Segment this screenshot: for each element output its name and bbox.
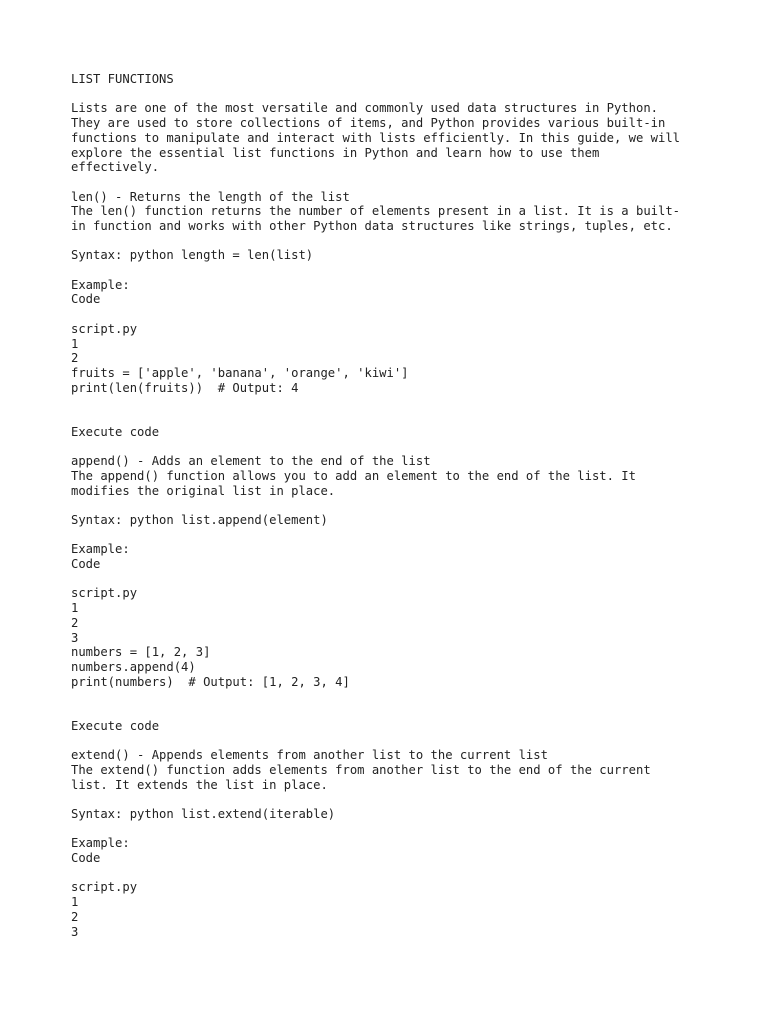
spacer (71, 704, 711, 719)
spacer (71, 528, 711, 543)
spacer (71, 87, 711, 102)
intro-line: Lists are one of the most versatile and commonly used data structures in Python. (71, 101, 658, 116)
section-description-line: modifies the original list in place. (71, 483, 336, 498)
section-heading: append() - Adds an element to the end of the list (71, 454, 431, 469)
spacer (71, 263, 711, 278)
section-append (71, 454, 711, 733)
section-heading: extend() - Appends elements from another list to the current list (71, 748, 548, 763)
code-line: numbers = [1, 2, 3] (71, 645, 211, 660)
spacer (71, 866, 711, 881)
section-len (71, 190, 711, 440)
spacer (71, 572, 711, 587)
section-extend (71, 748, 711, 939)
spacer (71, 175, 711, 190)
intro-line: functions to manipulate and interact with lists efficiently. In this guide, we will (71, 130, 681, 145)
syntax-line: Syntax: python length = len(list) (71, 248, 314, 263)
spacer (71, 307, 711, 322)
intro-paragraph (71, 101, 711, 175)
section-description-line: The append() function allows you to add an element to the end of the list. It (71, 468, 636, 483)
section-description-line: in function and works with other Python data structures like strings, tuples, etc. (71, 219, 673, 233)
code-line-number: 2 (71, 615, 79, 630)
intro-line: explore the essential list functions in Python and learn how to use them (71, 145, 600, 160)
section-description-line: The extend() function adds elements from another list to the end of the current (71, 762, 651, 777)
execute-code-button[interactable]: Execute code (71, 424, 160, 439)
code-line: print(numbers) # Output: [1, 2, 3, 4] (71, 674, 350, 689)
intro-line: They are used to store collections of items, and Python provides various built-in (71, 116, 666, 131)
spacer (71, 792, 711, 807)
code-filename: script.py (71, 880, 138, 895)
section-heading: len() - Returns the length of the list (71, 189, 350, 204)
spacer (71, 822, 711, 837)
code-line-number: 1 (71, 895, 79, 910)
spacer (71, 498, 711, 513)
spacer (71, 395, 711, 410)
spacer (71, 410, 711, 425)
section-description-line: The len() function returns the number of elements present in a list. It is a built- (71, 204, 681, 219)
execute-code-button[interactable]: Execute code (71, 718, 160, 733)
code-filename: script.py (71, 586, 138, 601)
intro-line: effectively. (71, 160, 160, 175)
syntax-line: Syntax: python list.extend(iterable) (71, 806, 336, 821)
spacer (71, 689, 711, 704)
syntax-line: Syntax: python list.append(element) (71, 512, 328, 527)
spacer (71, 439, 711, 454)
spacer (71, 234, 711, 249)
code-line: numbers.append(4) (71, 659, 196, 674)
section-description-line: list. It extends the list in place. (71, 777, 328, 792)
code-label: Code (71, 292, 101, 307)
example-label: Example: (71, 836, 130, 851)
code-line: print(len(fruits)) # Output: 4 (71, 380, 299, 395)
code-line: fruits = ['apple', 'banana', 'orange', 'kiwi'] (71, 365, 409, 380)
example-label: Example: (71, 277, 130, 292)
code-label: Code (71, 851, 101, 866)
document-page (71, 72, 711, 939)
code-filename: script.py (71, 321, 138, 336)
example-label: Example: (71, 542, 130, 557)
spacer (71, 733, 711, 748)
code-line-number: 2 (71, 909, 79, 924)
code-line-number: 2 (71, 351, 79, 366)
code-line-number: 3 (71, 630, 79, 645)
code-line-number: 1 (71, 601, 79, 616)
code-label: Code (71, 557, 101, 572)
code-line-number: 1 (71, 336, 79, 351)
code-line-number: 3 (71, 924, 79, 939)
document-title: LIST FUNCTIONS (71, 72, 174, 86)
